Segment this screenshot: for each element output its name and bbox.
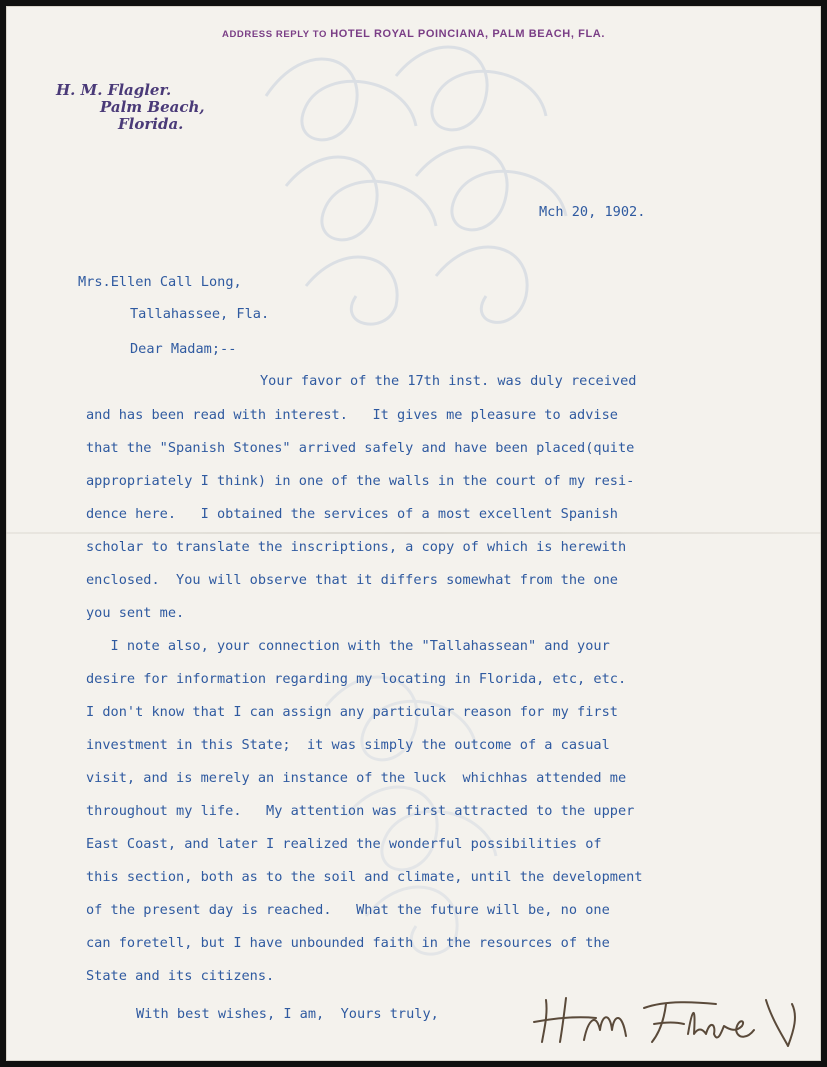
recipient-city: Tallahassee, Fla. <box>130 306 270 322</box>
body-line: of the present day is reached. What the future will be, no one <box>86 902 610 918</box>
body-line: East Coast, and later I realized the wonderful possibilities of <box>86 836 602 852</box>
body-line: I note also, your connection with the "Tallahassean" and your <box>86 638 610 654</box>
watermark-script <box>246 16 606 346</box>
letter-sheet <box>6 6 821 1061</box>
handwritten-signature <box>526 990 816 1050</box>
body-line: investment in this State; it was simply the outcome of a casual <box>86 737 610 753</box>
body-line: can foretell, but I have unbounded faith in the resources of the <box>86 935 610 951</box>
body-line: scholar to translate the inscriptions, a copy of which is herewith <box>86 539 627 555</box>
body-line: dence here. I obtained the services of a most excellent Spanish <box>86 506 618 522</box>
body-line: State and its citizens. <box>86 968 275 984</box>
salutation: Dear Madam;-- <box>130 341 237 357</box>
paper-fold-line <box>6 532 821 534</box>
body-line: Your favor of the 17th inst. was duly received <box>260 373 637 389</box>
body-line: that the "Spanish Stones" arrived safely and have been placed(quite <box>86 440 635 456</box>
body-line: throughout my life. My attention was first attracted to the upper <box>86 803 635 819</box>
letterhead <box>56 82 205 133</box>
body-line: and has been read with interest. It gives me pleasure to advise <box>86 407 618 423</box>
address-prefix: ADDRESS REPLY TO <box>221 29 327 40</box>
body-line: I don't know that I can assign any particular reason for my first <box>86 704 618 720</box>
body-line: this section, both as to the soil and climate, until the development <box>86 869 643 885</box>
closing: With best wishes, I am, Yours truly, <box>136 1006 439 1022</box>
address-header <box>6 28 821 40</box>
body-line: appropriately I think) in one of the walls in the court of my resi- <box>86 473 635 489</box>
letterhead-state: Florida. <box>118 115 184 133</box>
body-line: visit, and is merely an instance of the luck whichhas attended me <box>86 770 627 786</box>
body-line: enclosed. You will observe that it differs somewhat from the one <box>86 572 618 588</box>
recipient-name: Mrs.Ellen Call Long, <box>78 274 242 290</box>
body-line: desire for information regarding my locating in Florida, etc, etc. <box>86 671 627 687</box>
body-line: you sent me. <box>86 605 185 621</box>
letterhead-name: H. M. Flagler. <box>56 81 172 99</box>
address-main: HOTEL ROYAL POINCIANA, PALM BEACH, FLA. <box>330 28 606 40</box>
letter-date: Mch 20, 1902. <box>539 204 646 220</box>
letterhead-city: Palm Beach, <box>100 98 205 116</box>
